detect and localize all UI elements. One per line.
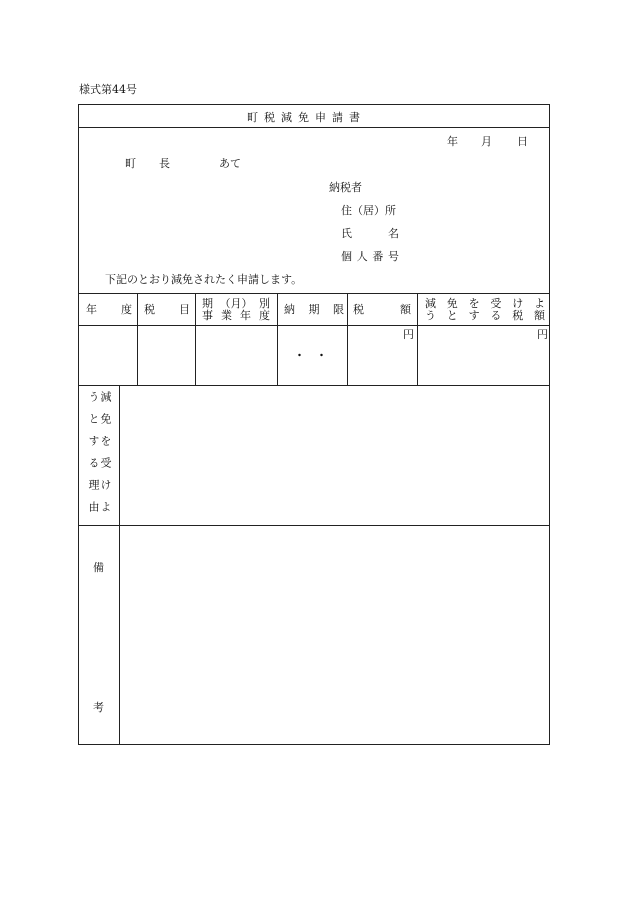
table-top-border bbox=[79, 293, 549, 294]
business-year-char-4: 度 bbox=[259, 309, 270, 322]
header-divider bbox=[79, 325, 549, 326]
reduction-char-3: を bbox=[468, 297, 480, 310]
column-divider-3 bbox=[277, 293, 278, 385]
reduction2-char-6: 額 bbox=[533, 309, 545, 322]
reduction2-char-2: と bbox=[446, 309, 458, 322]
due-date-char-2: 期 bbox=[308, 303, 320, 316]
header-tax-amount bbox=[353, 303, 411, 316]
header-period-line2 bbox=[202, 309, 270, 322]
remarks-label-top: 備 bbox=[93, 561, 104, 574]
business-year-char-3: 年 bbox=[240, 309, 251, 322]
column-divider-4 bbox=[347, 293, 348, 385]
reason-label-divider bbox=[119, 385, 120, 745]
tax-amount-char-2: 額 bbox=[400, 303, 411, 316]
request-statement: 下記のとおり減免されたく申請します。 bbox=[105, 273, 303, 286]
tax-item-char-1: 税 bbox=[144, 303, 155, 316]
tax-amount-char-1: 税 bbox=[353, 303, 364, 316]
application-form bbox=[78, 104, 550, 745]
reduction-yen-unit: 円 bbox=[537, 328, 548, 341]
tax-amount-yen-unit: 円 bbox=[403, 328, 414, 341]
taxpayer-heading: 納税者 bbox=[329, 181, 362, 194]
reason-bottom-border bbox=[79, 525, 549, 526]
business-year-char-1: 事 bbox=[202, 309, 213, 322]
id-char-3: 番 bbox=[372, 250, 384, 263]
reason-label-col2: うとする理由 bbox=[87, 391, 100, 523]
form-number: 様式第44号 bbox=[79, 83, 137, 96]
reduction-char-5: け bbox=[512, 297, 524, 310]
reduction2-char-3: す bbox=[468, 309, 480, 322]
remarks-label-bottom: 考 bbox=[93, 701, 104, 714]
id-char-1: 個 bbox=[341, 250, 352, 263]
due-date-placeholder: ・ ・ bbox=[294, 349, 327, 362]
reason-label-col1: 減免を受けよ bbox=[99, 391, 112, 523]
date-year-label: 年 bbox=[447, 135, 458, 148]
form-title-text: 町税減免申請書 bbox=[247, 111, 366, 124]
due-date-char-3: 限 bbox=[333, 303, 344, 316]
reduction-char-1: 減 bbox=[425, 297, 436, 310]
due-date-char-1: 納 bbox=[284, 303, 295, 316]
addressee-suffix: あて bbox=[219, 157, 241, 170]
column-divider-1 bbox=[137, 293, 138, 385]
name-char-2: 名 bbox=[388, 227, 399, 240]
header-tax-item bbox=[144, 303, 190, 316]
header-fiscal-year bbox=[86, 303, 132, 316]
form-title bbox=[247, 111, 381, 124]
taxpayer-name-label bbox=[341, 227, 399, 240]
column-divider-2 bbox=[195, 293, 196, 385]
fiscal-year-char-1: 年 bbox=[86, 303, 97, 316]
name-char-1: 氏 bbox=[341, 227, 352, 240]
taxpayer-id-number-label bbox=[341, 250, 399, 263]
period-char-1: 期 bbox=[202, 297, 213, 310]
addressee-mayor: 町 長 bbox=[125, 157, 176, 170]
header-reduction-line2 bbox=[425, 309, 545, 322]
table-bottom-border bbox=[79, 385, 549, 386]
reduction2-char-5: 税 bbox=[512, 309, 524, 322]
header-due-date bbox=[284, 303, 344, 316]
reduction2-char-1: う bbox=[425, 309, 436, 322]
id-char-2: 人 bbox=[356, 250, 368, 263]
period-char-2: （月） bbox=[219, 297, 253, 310]
form-title-chars bbox=[247, 111, 381, 124]
reduction2-char-4: る bbox=[490, 309, 502, 322]
column-divider-5 bbox=[417, 293, 418, 385]
reduction-char-4: 受 bbox=[490, 297, 502, 310]
reduction-char-6: よ bbox=[533, 297, 545, 310]
business-year-char-2: 業 bbox=[221, 309, 232, 322]
taxpayer-address-label: 住（居）所 bbox=[341, 204, 396, 217]
date-day-label: 日 bbox=[517, 135, 528, 148]
id-char-4: 号 bbox=[387, 250, 399, 263]
title-divider bbox=[79, 127, 549, 128]
period-char-3: 別 bbox=[259, 297, 270, 310]
tax-item-char-2: 目 bbox=[179, 303, 190, 316]
fiscal-year-char-2: 度 bbox=[121, 303, 132, 316]
reduction-char-2: 免 bbox=[446, 297, 458, 310]
date-month-label: 月 bbox=[481, 135, 492, 148]
